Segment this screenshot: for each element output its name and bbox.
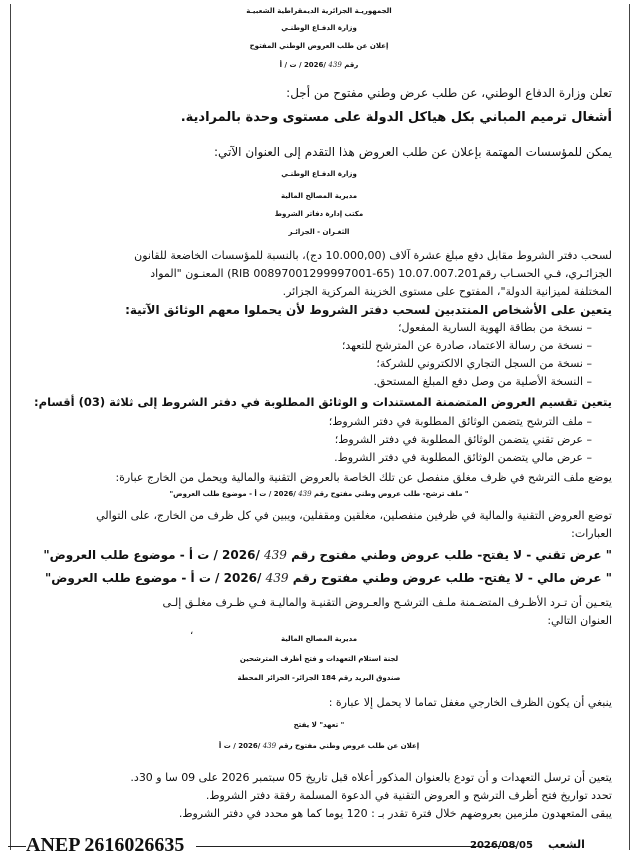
financial-handwritten-number: 439 xyxy=(265,571,289,585)
document-item: – نسخة من بطاقة الهوية السارية المفعول؛ xyxy=(398,321,592,334)
ref-prefix: رقم xyxy=(344,61,359,69)
offers-line-1: توضع العروض التقنية والمالية في ظرفين منفصلين، مغلقين ومقفلين، ويبين في كل ظرف من الخارج، على التوالي xyxy=(96,509,612,522)
withdraw-line-3: المختلفة لميزانية الدولة"، المفتوح على مستوى الخزينة المركزية الجزائر. xyxy=(282,285,612,298)
announcement-title: إعلان عن طلب العروض الوطني المفتوح xyxy=(249,42,389,50)
address2-pobox: صندوق البريد رقم 184 الجزائر- الجزائر المحطة xyxy=(237,674,401,682)
intro-text: تعلن وزارة الدفاع الوطني، عن طلب عرض وطني مفتوح من أجل: xyxy=(286,86,612,100)
outer-note: ينبغي أن يكون الظرف الخارجي مغفل تماما لا يحمل إلا عبارة : xyxy=(328,696,612,709)
footer-rule-left xyxy=(8,846,26,847)
subject-text: أشغال ترميم المباني بكل هياكل الدولة على مستوى وحدة بالمرادية. xyxy=(180,110,612,125)
technical-handwritten-number: 439 xyxy=(264,548,287,562)
ref-handwritten-number: 439 xyxy=(328,61,342,69)
deadline-line-1: يتعين أن ترسل التعهدات و أن تودع بالعنوان المذكور أعلاه قبل تاريخ 05 سبتمبر 2026 على 09 سا و 30د. xyxy=(130,771,612,784)
footer-rule xyxy=(196,846,516,847)
newspaper-footer xyxy=(0,826,638,863)
offers-line-2: العبارات: xyxy=(571,527,612,540)
outer-label-1: " تعهد" لا يفتح xyxy=(293,721,345,729)
newspaper-notice: الجمهوريـة الجزائرية الديمقراطية الشعبيـة وزارة الدفـاع الوطنـي إعلان عن طلب العروض الوطني المفتوح رقم 439 /2026 / ت / أ تعلن وزارة الدفاع الوطني، عن طلب عرض وطني مفتوح من أجل: أشغال ترميم المباني بكل هياكل الدولة على مستوى وحدة بالمرادية. يمكن للمؤسسات المهتمة بإعلان عن طلب العروض هذا التقدم إلى العنوان الآتي: وزارة الدفـاع الوطنـي مديرية المصالح المالية مكتب إدارة دفاتر الشروط الثغـران - الجزائـر لسحب دفتر الشروط مقابل دفع مبلغ عشرة آلاف (10.000,00 دج)، بالنسبة للمؤسسات الخاضعة للقانون الجزائـري، فـي الحسـاب رقم10.07.007.201 (RIB 00897001299997001-65) المعنـون "المواد المختلفة لميزانية الدولة"، المفتوح على مستوى الخزينة المركزية الجزائر. يتعين على الأشخاص المنتدبين لسحب دفتر الشروط لأن يحملوا معهم الوثائق الآتية: – نسخة من بطاقة الهوية السارية المفعول؛ – نسخة من رسالة الاعتماد، صادرة عن المترشح للتعهد؛ – نسخة من السجل التجاري الالكتروني للشركة؛ – النسخة الأصلية من وصل دفع المبلغ المستحق. يتعين تقسيم العروض المتضمنة المستندات و الوثائق المطلوبة في دفتر الشروط إلى ثلاثة (03) أقسام: – ملف الترشح يتضمن الوثائق المطلوبة في دفتر الشروط؛ – عرض تقني يتضمن الوثائق المطلوبة في دفتر الشروط؛ – عرض مالي يتضمن الوثائق المطلوبة في دفتر الشروط. يوضع ملف الترشح في ظرف مغلق منفصل عن تلك الخاصة بالعروض التقنية والمالية ويحمل من الخارج عبارة: " ملف ترشح- طلب عروض وطني مفتوح رقم 439 /2026 / ت أ - موضوع طلب العروض" توضع العروض التقنية والمالية في ظرفين منفصلين، مغلقين ومقفلين، ويبين في كل ظرف من الخارج، على التوالي العبارات: " عرض تقني - لا يفتح- طلب عروض وطني مفتوح رقم 439 /2026 / ت أ - موضوع طلب العروض" " عرض مالي - لا يفتح- طلب عروض وطني مفتوح رقم 439 /2026 / ت أ - موضوع طلب العروض" يتعـين أن تـرد الأظـرف المتضـمنة ملـف الترشـح والعـروض التقنيـة والماليـة فـي ظـرف مغلـق إلـى العنوان التالي: ، مديرية المصالح المالية لجنة استلام التعهدات و فتح أظرف المترشحين صندوق البريد رقم 184 الجزائر- الجزائر المحطة ينبغي أن يكون الظرف الخارجي مغفل تماما لا يحمل إلا عبارة : " تعهد" لا يفتح إعلان عن طلب عروض وطني مفتوح رقم 439 /2026 / ت أ يتعين أن ترسل التعهدات و أن تودع بالعنوان المذكور أعلاه قبل تاريخ 05 سبتمبر 2026 على 09 سا و 30د. تحدد تواريخ فتح أظرف الترشح و العروض التقنية في الدعوة المسلمة رفقة دفتر الشروط. يبقى المتعهدون ملزمين بعروضهم خلال فترة تقدر بـ : 120 يوما كما هو محدد في دفتر الشروط. ANEP 2616026635 2026/08/05 الشعب xyxy=(0,0,638,863)
ref-suffix: /2026 / ت / أ xyxy=(279,61,326,69)
documents-title: يتعين على الأشخاص المنتدبين لسحب دفتر الشروط لأن يحملوا معهم الوثائق الآتية: xyxy=(125,303,612,317)
financial-offer-label: " عرض مالي - لا يفتح- طلب عروض وطني مفتوح رقم 439 /2026 / ت أ - موضوع طلب العروض" xyxy=(44,571,612,585)
ministry-heading: وزارة الدفـاع الوطنـي xyxy=(281,24,357,32)
reference-number xyxy=(0,62,638,69)
withdraw-line-1: لسحب دفتر الشروط مقابل دفع مبلغ عشرة آلاف (10.000,00 دج)، بالنسبة للمؤسسات الخاضعة للقانون xyxy=(134,249,612,262)
outer-handwritten-number: 439 xyxy=(262,742,277,750)
address2-department: مديرية المصالح المالية xyxy=(280,635,358,643)
document-item: – النسخة الأصلية من وصل دفع المبلغ المستحق. xyxy=(373,375,592,388)
address1-office: مكتب إدارة دفاتر الشروط xyxy=(274,210,364,218)
document-item: – نسخة من السجل التجاري الالكتروني للشركة؛ xyxy=(376,357,592,370)
document-item: – نسخة من رسالة الاعتماد، صادرة عن المترشح للتعهد؛ xyxy=(341,339,592,352)
technical-offer-label: " عرض تقني - لا يفتح- طلب عروض وطني مفتوح رقم 439 /2026 / ت أ - موضوع طلب العروض" xyxy=(43,548,612,562)
deadline-line-2: تحدد تواريخ فتح أظرف الترشح و العروض التقنية في الدعوة المسلمة رفقة دفتر الشروط. xyxy=(205,789,612,802)
candidacy-handwritten-number: 439 xyxy=(298,490,312,498)
outer-envelope-line-2: العنوان التالي: xyxy=(547,614,612,627)
address2-committee: لجنة استلام التعهدات و فتح أظرف المترشحين xyxy=(239,655,399,663)
anep-reference: ANEP 2616026635 xyxy=(26,834,185,856)
address1-department: مديرية المصالح المالية xyxy=(280,192,358,200)
outer-envelope-line-1: يتعـين أن تـرد الأظـرف المتضـمنة ملـف الترشـح والعـروض التقنيـة والماليـة فـي ظـرف مغلـق إلـى xyxy=(162,596,612,609)
candidacy-label: " ملف ترشح- طلب عروض وطني مفتوح رقم 439 /2026 / ت أ - موضوع طلب العروض" xyxy=(169,490,469,498)
part-item: – عرض مالي يتضمن الوثائق المطلوبة في دفتر الشروط. xyxy=(334,451,592,464)
part-item: – عرض تقني يتضمن الوثائق المطلوبة في دفتر الشروط؛ xyxy=(334,433,592,446)
withdraw-line-2: الجزائـري، فـي الحسـاب رقم10.07.007.201 (RIB 00897001299997001-65) المعنـون "المواد xyxy=(150,267,612,280)
footer-date: 2026/08/05 xyxy=(470,840,533,851)
deadline-line-3: يبقى المتعهدون ملزمين بعروضهم خلال فترة تقدر بـ : 120 يوما كما هو محدد في دفتر الشروط. xyxy=(178,807,612,820)
republic-heading: الجمهوريـة الجزائرية الديمقراطية الشعبيـة xyxy=(246,7,392,15)
invite-text: يمكن للمؤسسات المهتمة بإعلان عن طلب العروض هذا التقدم إلى العنوان الآتي: xyxy=(213,145,612,159)
address1-ministry: وزارة الدفـاع الوطنـي xyxy=(281,170,357,178)
address1-city: الثغـران - الجزائـر xyxy=(288,228,350,236)
outer-label-2: إعلان عن طلب عروض وطني مفتوح رقم 439 /2026 / ت أ xyxy=(218,742,420,750)
envelope-intro: يوضع ملف الترشح في ظرف مغلق منفصل عن تلك الخاصة بالعروض التقنية والمالية ويحمل من الخارج عبارة: xyxy=(115,471,612,484)
part-item: – ملف الترشح يتضمن الوثائق المطلوبة في دفتر الشروط؛ xyxy=(328,415,592,428)
split-title: يتعين تقسيم العروض المتضمنة المستندات و الوثائق المطلوبة في دفتر الشروط إلى ثلاثة (03) أقسام: xyxy=(34,395,612,409)
newspaper-name: الشعب xyxy=(548,838,585,851)
